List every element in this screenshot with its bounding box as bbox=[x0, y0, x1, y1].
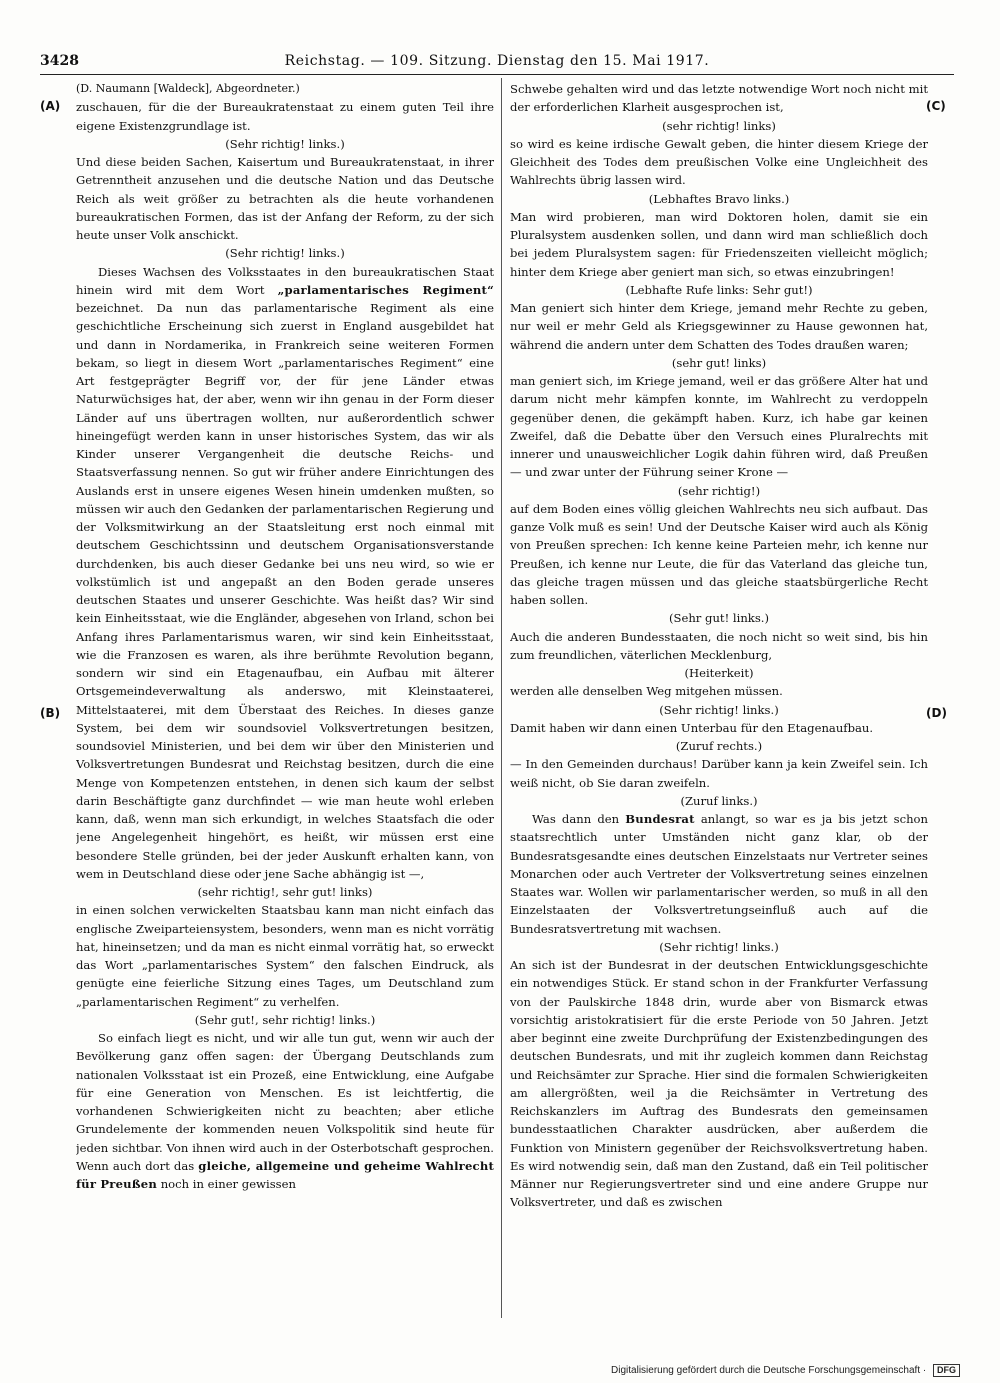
interjection: (Sehr gut! links.) bbox=[669, 611, 769, 626]
paragraph: — In den Gemeinden durchaus! Darüber kann ja kein Zweifel sein. Ich weiß nicht, ob Sie daran zweifeln. bbox=[510, 757, 928, 790]
margin-marker-d: (D) bbox=[926, 706, 947, 720]
header-rule bbox=[40, 74, 954, 75]
paragraph: Schwebe gehalten wird und das letzte notwendige Wort noch nicht mit der erforderlichen Klarheit ausgesprochen ist, bbox=[510, 82, 928, 115]
footer-text: Digitalisierung gefördert durch die Deutsche Forschungsgemeinschaft · bbox=[611, 1365, 927, 1377]
interjection: (Lebhaftes Bravo links.) bbox=[648, 191, 790, 206]
interjection: (Sehr richtig! links.) bbox=[659, 702, 779, 717]
page-header bbox=[40, 50, 954, 72]
interjection: (Sehr gut!, sehr richtig! links.) bbox=[194, 1012, 376, 1027]
paragraph: Damit haben wir dann einen Unterbau für den Etagenaufbau. bbox=[510, 720, 874, 735]
running-head: Reichstag. — 109. Sitzung. Dienstag den 15. Mai 1917. bbox=[284, 53, 710, 69]
paragraph: Man geniert sich hinter dem Kriege, jemand mehr Rechte zu geben, nur weil er mehr Geld als Kriegsgewinner zu Hause gewonnen hat, während die andern unter dem Schatten des Todes draußen waren; bbox=[510, 301, 928, 352]
interjection: (sehr richtig!, sehr gut! links) bbox=[197, 885, 373, 899]
funding-footer bbox=[600, 1364, 960, 1378]
left-column bbox=[76, 80, 494, 1318]
paragraph: An sich ist der Bundesrat in der deutschen Entwicklungsgeschichte ein notwendiges Stück. Er stand schon in der Frankfurter Verfassung von der Paulskirche 1848 drin, wurde aber von Bismarck etwas vorsichtig aristokratisiert für die erste Periode von 50 Jahren. Jetzt aber beginnt eine zweite Durchprüfung der Existenzbedingungen des deutschen Bundesrats, und mit ihr zugleich kommen dann Reichstag und Reichsämter zur Sprache. Hier sind die formalen Schwierigkeiten am allergrößten, weil ja die Reichsämter in Vertretung des Reichskanzlers im Auftrag des Bundesrats den gemeinsamen bundesstaatlichen Charakter ausdrücken, aber außerdem die Funktion von Ministern gegenüber der Reichsvolksvertretung haben. Es wird notwendig sein, daß man den Zustand, daß ein Teil politischer Männer nur Regierungsvertreter sind und eine andere Gruppe nur Volksvertreter, und daß es zwischen bbox=[510, 958, 928, 1210]
emphasis-term: „parlamentarisches Regiment“ bbox=[277, 282, 494, 297]
column-divider bbox=[501, 78, 502, 1318]
interjection: (Lebhafte Rufe links: Sehr gut!) bbox=[625, 282, 813, 297]
paragraph: so wird es keine irdische Gewalt geben, die hinter diesem Kriege der Gleichheit des Todes dem preußischen Volke eine Ungleichheit des Wahlrechts übrig lassen wird. bbox=[510, 136, 928, 188]
paragraph: in einen solchen verwickelten Staatsbau kann man nicht einfach das englische Zweiparteiensystem, besonders, wenn man es nicht vorrätig hat, hineinsetzen; und da man es nicht einmal vorrätig hat, so erweckt das Wort „parlamentarisches System“ den falschen Eindruck, als genügte eine feierliche Sitzung eines Tages, um Deutschland zum „parlamentarischen Regiment“ zu verhelfen. bbox=[76, 903, 494, 1009]
interjection: (sehr richtig! links) bbox=[662, 118, 776, 133]
interjection: (Zuruf links.) bbox=[680, 793, 758, 808]
paragraph bbox=[76, 1029, 494, 1193]
text-run: noch in einer gewissen bbox=[157, 1177, 296, 1191]
interjection: (Heiterkeit) bbox=[684, 666, 754, 680]
paragraph: Und diese beiden Sachen, Kaisertum und Bureaukratenstaat, in ihrer Getrenntheit anzusehen und die deutsche Nation und das Deutsche Reich als weit größer zu betrachten als die heute vorhandenen bureaukratischen Formen, das ist der Anfang der Reform, zu der sich heute unser Volk anschickt. bbox=[76, 155, 494, 242]
emphasis-term: Bundesrat bbox=[625, 812, 695, 826]
text-run: bezeichnet. Da nun das parlamentarische Regiment als eine geschichtliche Erscheinung sich zuerst in England ausgebildet hat und dann in Nordamerika, in Frankreich seine weiteren Formen bekam, so liegt in diesem Wort „parlamentarisches Regiment“ eine Art festgeprägter Begriff vor, der für jene Länder etwas Naturwüchsiges hat, der aber, wenn wir ihn genau in der Form dieser Länder auf uns übertragen wollten, nur außerordentlich schwer hineingefügt werden kann in unser historisches System, das wir als Kinder unserer Vergangenheit die deutsche Reichs- und Staatsverfassung nennen. So gut wir früher andere Einrichtungen des Auslands erst in unsere eigenes Wesen hinein umdenken mußten, so müssen wir auch den Gedanken der parlamentarischen Regierung und der Volksmitwirkung an der Staatsleitung erst noch einmal mit deutschem Geschichtssinn und deutschem Organisationsverstande durchdenken, bis auch dieser Gedanke bei uns neu wird, so wie er volkstümlich ist und angepaßt an den Boden gerade unseres deutschen Staates und unserer Geschichte. Was heißt das? Wir sind kein Einheitsstaat, wie die Engländer, abgesehen von Irland, schon bei Anfang ihres Parlamentarismus waren, wir sind kein Einheitsstaat, wie die Franzosen es waren, als ihre berühmte Revolution begann, sondern wir sind ein Etagenaufbau, ein Aufbau mit älterer Ortsgemeindeverwaltung als anderswo, mit Kleinstaaterei, Mittelstaaterei, mit dem Überstaat des Reiches. In dieses ganze System, bei dem wir soundsoviel Volksvertretungen besitzen, soundsoviel Ministerien, und bei dem wir über den Ministerien und Volksvertretungen Bundesrat und Reichstag besitzen, durch die eine Menge von Kompetenzen entstehen, in denen sich kaum der selbst darin Beschäftigte ganz durchfindet — wie man heute wohl erleben kann, daß, wenn man sich erkundigt, in welches Staatsfach die oder jene Angelegenheit hingehört, es heißt, wir müssen erst eine besondere Stelle gründen, bei der jeder Auskunft erhalten kann, von wem in Deutschland diese oder jene Sache abhängig ist —, bbox=[76, 301, 494, 881]
dfg-logo: DFG bbox=[933, 1364, 960, 1377]
interjection: (Sehr richtig! links.) bbox=[225, 136, 345, 151]
paragraph: Man wird probieren, man wird Doktoren holen, damit sie ein Pluralsystem ausdenken sollen, und dann wird man schließlich doch bei jedem Pluralsystem sagen: für Friedenszeiten vielleicht möglich; hinter dem Kriege aber geniert man sich, so etwas einzubringen! bbox=[510, 209, 928, 279]
text-run: anlangt, so war es ja bis jetzt schon staatsrechtlich unter Umständen nicht ganz klar, ob der Bundesratsgesandte eines deutschen Einzelstaats nur Vertreter seines Monarchen oder auch Vertreter der Volksvertretung seines einzelnen Staates war. Wollen wir parlamentarischer werden, so muß in all den Einzelstaaten der Volksvertretungseinfluß auch auf die Bundesratsvertretung mit wachsen. bbox=[510, 812, 928, 936]
text-run: So einfach liegt es nicht, und wir alle tun gut, wenn wir auch der Bevölkerung ganz offen sagen: der Übergang Deutschlands zum nationalen Volksstaat ist ein Prozeß, eine Entwicklung, eine Aufgabe für eine Generation von Menschen. Es ist leichtfertig, die vorhandenen Schwierigkeiten nicht zu beachten; aber etliche Grundelemente der kommenden neuen Volkspolitik sind heute für jeden sichtbar. Von ihnen wird auch in der Osterbotschaft gesprochen. Wenn auch dort das bbox=[76, 1031, 494, 1173]
paragraph: auf dem Boden eines völlig gleichen Wahlrechts neu sich aufbaut. Das ganze Volk muß es sein! Und der Deutsche Kaiser wird auch als König von Preußen sprechen: Ich kenne keine Parteien mehr, ich kenne nur Preußen, ich kenne nur Leute, die für das Vaterland das gleiche tun, das gleiche tragen müssen und das gleiche staatsbürgerliche Recht haben sollen. bbox=[510, 501, 928, 607]
margin-marker-c: (C) bbox=[926, 99, 946, 113]
interjection: (sehr richtig!) bbox=[677, 483, 761, 498]
emphasis-term: gleiche, allgemeine und geheime Wahlrecht für Preußen bbox=[76, 1158, 494, 1191]
text-run: Was dann den bbox=[532, 812, 626, 826]
paragraph: Auch die anderen Bundesstaaten, die noch nicht so weit sind, bis hin zum freundlichen, väterlichen Mecklenburg, bbox=[510, 629, 928, 662]
margin-marker-a: (A) bbox=[40, 99, 61, 113]
paragraph: werden alle denselben Weg mitgehen müssen. bbox=[510, 684, 783, 699]
paragraph bbox=[510, 810, 928, 938]
paragraph: man geniert sich, im Kriege jemand, weil er das größere Alter hat und darum nicht mehr kämpfen konnte, im Wahlrecht zu verdoppeln gegenüber denen, die gekämpft haben. Kurz, ich habe gar keinen Zweifel, daß die Debatte über den Versuch eines Pluralrechts mit innerer und unausweichlicher Logik dahin führen wird, daß Preußen — und zwar unter der Führung seiner Krone — bbox=[510, 374, 928, 480]
interjection: (Sehr richtig! links.) bbox=[225, 246, 345, 261]
interjection: (Sehr richtig! links.) bbox=[659, 939, 779, 954]
margin-marker-b: (B) bbox=[40, 706, 61, 720]
text-run: Dieses Wachsen des Volksstaates in den bureaukratischen Staat hinein wird mit dem Wort bbox=[76, 264, 494, 297]
right-column bbox=[510, 80, 928, 1318]
speaker-line: (D. Naumann [Waldeck], Abgeordneter.) bbox=[76, 82, 300, 95]
interjection: (Zuruf rechts.) bbox=[675, 739, 763, 753]
interjection: (sehr gut! links) bbox=[671, 355, 767, 370]
paragraph bbox=[76, 263, 494, 884]
paragraph: zuschauen, für die der Bureaukratenstaat zu einem guten Teil ihre eigene Existenzgrundlage ist. bbox=[76, 100, 494, 133]
page-number: 3428 bbox=[40, 53, 79, 69]
